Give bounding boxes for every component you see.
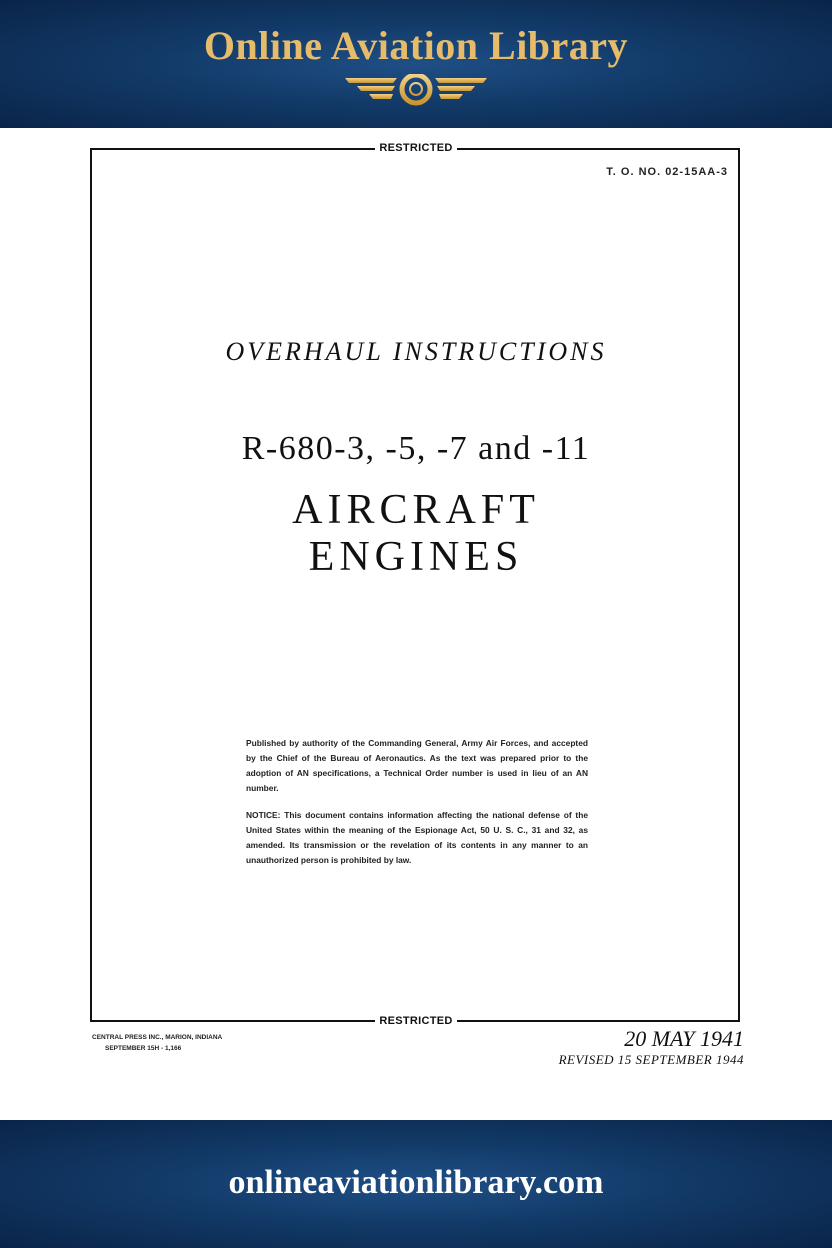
header-banner <box>0 0 832 128</box>
printer-line1: CENTRAL PRESS INC., MARION, INDIANA <box>92 1034 223 1041</box>
publication-date: 20 MAY 1941 <box>624 1026 744 1051</box>
document-border <box>90 148 740 1022</box>
engine-models: R-680-3, -5, -7 and -11 <box>241 430 591 467</box>
notice-paragraph: NOTICE: This document contains information affecting the national defense of the United States within the meaning of the Espionage Act, 50 U. S. C., 31 and 32, as amended. Its transmission or the revelation of its contents in any manner to an unauthorized person is prohibited by law. <box>246 810 588 865</box>
restricted-label-top: RESTRICTED <box>0 142 832 154</box>
document-heading: OVERHAUL INSTRUCTIONS <box>225 337 607 366</box>
brand-title: Online Aviation Library <box>203 23 629 68</box>
technical-order-number: T. O. NO. 02-15AA-3 <box>606 166 728 178</box>
revision-date: REVISED 15 SEPTEMBER 1944 <box>558 1052 744 1067</box>
printer-line2: SEPTEMBER 15H - 1,166 <box>105 1045 182 1052</box>
restricted-label-bottom: RESTRICTED <box>0 1015 832 1027</box>
printer-imprint <box>92 1032 222 1054</box>
authority-paragraph: Published by authority of the Commanding General, Army Air Forces, and accepted by the Chief of the Bureau of Aeronautics. As the text was prepared prior to the adoption of AN specifications, a Technical Order number is used in lieu of an AN number. <box>246 738 588 793</box>
document-title-line1: AIRCRAFT <box>292 487 540 533</box>
document-title-line2: ENGINES <box>308 534 524 580</box>
site-url: onlineaviationlibrary.com <box>228 1164 604 1201</box>
winged-emblem-icon <box>335 74 497 110</box>
